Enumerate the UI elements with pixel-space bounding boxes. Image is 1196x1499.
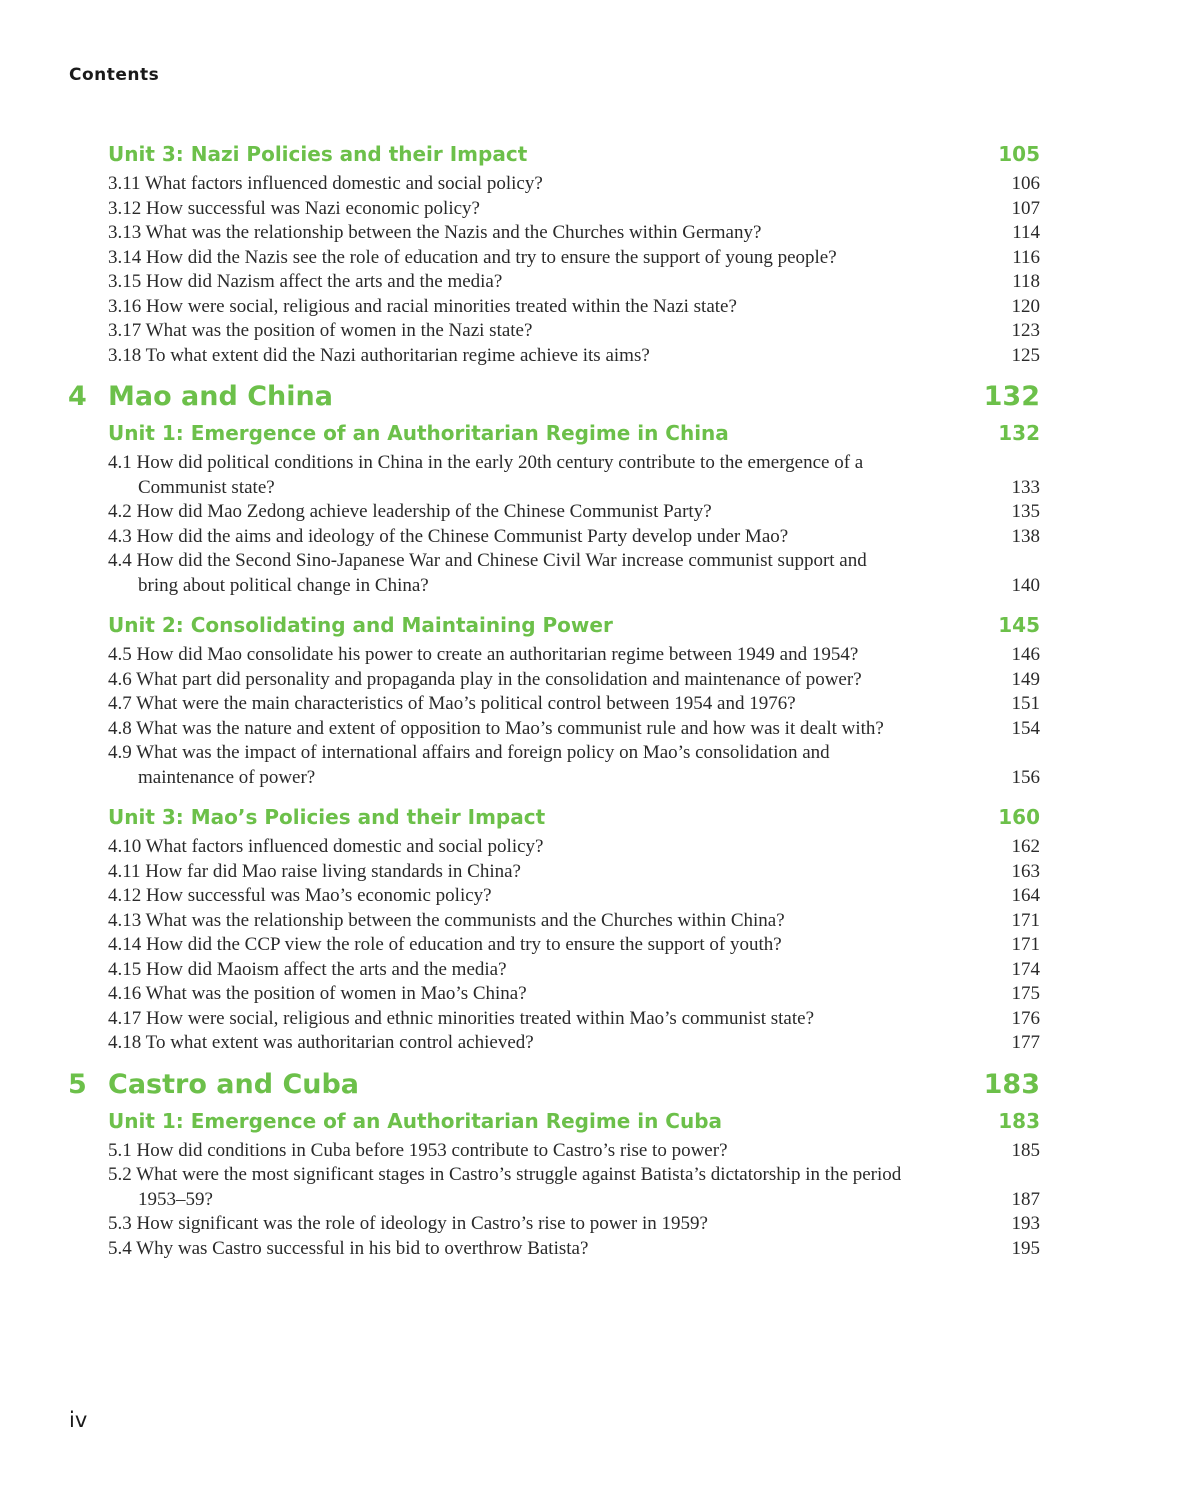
entry-line: How did Mao Zedong achieve leadership of the Chinese Communist Party? [136,501,712,522]
entry-page: 116 [1012,246,1040,268]
entry-line: What were the most significant stages in Castro’s struggle against Batista’s dictatorship in the period [136,1164,902,1185]
toc-entry [0,1163,1196,1212]
entry-text [108,1163,958,1188]
entry-page: 177 [1011,1032,1040,1053]
entry-line: How did conditions in Cuba before 1953 contribute to Castro’s rise to power? [136,1139,728,1161]
entry-line: How were social, religious and ethnic minorities treated within Mao’s communist state? [146,1007,815,1029]
entry-page: 171 [1011,934,1040,955]
entry-number: 3.18 [108,344,142,366]
entry-page: 140 [1011,574,1040,596]
unit-heading [0,1106,1196,1139]
entry-line: How did Maoism affect the arts and the media? [146,958,507,980]
entry-text-continued: 1953–59? [138,1188,213,1210]
entry-number: 4.4 [108,550,132,571]
entry-page: 163 [1011,860,1040,882]
entry-line: What was the impact of international affairs and foreign policy on Mao’s consolidation and [136,742,830,763]
entry-text [108,909,958,934]
entry-text [108,643,958,668]
unit-title: Unit 3: Nazi Policies and their Impact [108,142,528,166]
entry-text [108,692,958,717]
entry-number: 3.11 [108,173,141,194]
entry-number: 4.1 [108,452,132,473]
entry-text [108,884,958,909]
entry-text-continued: bring about political change in China? [138,574,429,596]
entry-text [108,717,958,742]
toc-entry [0,884,1196,909]
page-number: iv [69,1408,88,1432]
entry-number: 4.15 [108,958,142,980]
toc-entry [0,1031,1196,1056]
entry-text [108,982,958,1007]
entry-page: 114 [1012,222,1040,243]
toc-entry [0,692,1196,717]
entry-number: 3.13 [108,222,142,243]
entry-text [108,319,958,344]
entry-number: 4.13 [108,909,142,931]
entry-number: 4.18 [108,1032,142,1053]
entry-text [108,344,958,369]
chapter-number: 4 [68,381,87,412]
toc-entry [0,909,1196,934]
entry-line: How did the CCP view the role of education and try to ensure the support of youth? [146,934,782,955]
entry-number: 4.14 [108,934,142,955]
unit-title: Unit 1: Emergence of an Authoritarian Regime in China [108,421,729,445]
entry-page: 171 [1011,909,1040,931]
entry-page: 164 [1011,885,1040,906]
entry-page: 162 [1011,836,1040,857]
entry-number: 5.4 [108,1237,132,1259]
toc-entry [0,344,1196,369]
entry-text [108,860,958,885]
unit-heading [0,139,1196,172]
entry-number: 4.8 [108,717,132,739]
unit-title: Unit 1: Emergence of an Authoritarian Regime in Cuba [108,1108,723,1133]
entry-line: Why was Castro successful in his bid to overthrow Batista? [136,1237,589,1259]
entry-number: 4.17 [108,1007,142,1029]
chapter-page: 183 [983,1068,1040,1100]
chapter-heading [0,1066,1196,1106]
entry-text [108,270,958,295]
entry-text [108,933,958,958]
entry-text [108,958,958,983]
entry-page: 149 [1011,668,1040,690]
entry-text [108,451,958,476]
entry-line: What factors influenced domestic and social policy? [144,173,543,194]
unit-page: 160 [998,805,1040,829]
toc-entry [0,172,1196,197]
table-of-contents [0,139,1196,1261]
entry-text [108,221,958,246]
chapter-page: 132 [983,381,1040,412]
toc-entry [0,1237,1196,1262]
entry-text [108,1237,958,1262]
toc-entry [0,835,1196,860]
toc-entry [0,246,1196,271]
unit-title: Unit 3: Mao’s Policies and their Impact [108,805,546,829]
entry-number: 4.5 [108,644,132,665]
unit-heading [0,802,1196,835]
entry-line: What part did personality and propaganda play in the consolidation and maintenance of power? [136,668,862,690]
entry-number: 4.16 [108,983,142,1004]
toc-entry [0,221,1196,246]
entry-text [108,668,958,693]
entry-page: 106 [1011,173,1040,194]
entry-line: What were the main characteristics of Mao’s political control between 1954 and 1976? [136,693,796,714]
entry-page: 120 [1011,295,1040,317]
toc-entry [0,958,1196,983]
unit-page: 132 [998,421,1040,445]
entry-page: 125 [1011,344,1040,366]
entry-number: 3.14 [108,246,142,268]
toc-entry [0,197,1196,222]
entry-line: How did Mao consolidate his power to create an authoritarian regime between 1949 and 1954? [136,644,859,665]
toc-entry [0,643,1196,668]
entry-line: How successful was Nazi economic policy? [146,197,480,219]
entry-number: 3.16 [108,295,142,317]
toc-entry [0,933,1196,958]
toc-entry [0,1139,1196,1164]
entry-text-continued: maintenance of power? [138,766,316,788]
entry-number: 4.6 [108,668,132,690]
entry-number: 4.12 [108,885,142,906]
entry-line: How did the Second Sino-Japanese War and Chinese Civil War increase communist support and [136,550,867,571]
chapter-number: 5 [68,1068,87,1100]
entry-number: 4.3 [108,525,132,547]
entry-page: 185 [1011,1139,1040,1161]
toc-entry [0,1007,1196,1032]
entry-text [108,500,958,525]
entry-text [108,549,958,574]
entry-line: What was the position of women in the Nazi state? [145,320,533,341]
entry-number: 5.1 [108,1139,132,1161]
toc-entry [0,982,1196,1007]
entry-line: How did the Nazis see the role of education and try to ensure the support of young people? [146,246,837,268]
entry-line: What was the relationship between the Nazis and the Churches within Germany? [145,222,762,243]
entry-line: How did political conditions in China in the early 20th century contribute to the emergence of a [136,452,864,473]
entry-text [108,172,958,197]
entry-text [108,1139,958,1164]
entry-page: 107 [1011,197,1040,219]
entry-line: What was the nature and extent of opposition to Mao’s communist rule and how was it dealt with? [136,717,884,739]
toc-entry [0,741,1196,790]
entry-text [108,525,958,550]
entry-text [108,295,958,320]
entry-page: 123 [1011,320,1040,341]
toc-entry [0,500,1196,525]
entry-line: How significant was the role of ideology in Castro’s rise to power in 1959? [136,1213,708,1234]
entry-page: 195 [1011,1237,1040,1259]
entry-line: What was the position of women in Mao’s China? [145,983,527,1004]
entry-line: How did Nazism affect the arts and the media? [146,271,503,292]
entry-page: 146 [1011,644,1040,665]
entry-number: 4.2 [108,501,132,522]
entry-text [108,741,958,766]
entry-text [108,1212,958,1237]
toc-entry [0,525,1196,550]
entry-page: 151 [1011,693,1040,714]
entry-page: 156 [1011,766,1040,788]
entry-number: 4.9 [108,742,132,763]
toc-entry [0,549,1196,598]
entry-page: 135 [1011,501,1040,522]
toc-entry [0,295,1196,320]
entry-number: 3.15 [108,271,142,292]
entry-line: How did the aims and ideology of the Chinese Communist Party develop under Mao? [136,525,789,547]
entry-page: 154 [1011,717,1040,739]
entry-number: 3.17 [108,320,142,341]
entry-number: 3.12 [108,197,142,219]
unit-heading [0,418,1196,451]
entry-page: 175 [1011,983,1040,1004]
entry-line: How far did Mao raise living standards in China? [145,860,521,882]
unit-title: Unit 2: Consolidating and Maintaining Power [108,613,613,637]
toc-entry [0,319,1196,344]
entry-number: 4.10 [108,836,142,857]
entry-line: To what extent was authoritarian control achieved? [145,1032,534,1053]
toc-entry [0,668,1196,693]
entry-page: 187 [1011,1188,1040,1210]
entry-page: 174 [1011,958,1040,980]
entry-line: What was the relationship between the communists and the Churches within China? [145,909,785,931]
entry-number: 4.11 [108,860,141,882]
entry-text-continued: Communist state? [138,476,275,498]
entry-page: 193 [1011,1213,1040,1234]
unit-page: 145 [998,613,1040,637]
toc-entry [0,860,1196,885]
entry-text [108,835,958,860]
chapter-title: Mao and China [108,381,333,412]
entry-line: What factors influenced domestic and social policy? [145,836,544,857]
chapter-heading [0,378,1196,418]
entry-line: To what extent did the Nazi authoritarian regime achieve its aims? [145,344,650,366]
unit-page: 105 [998,142,1040,166]
unit-heading [0,610,1196,643]
entry-line: How successful was Mao’s economic policy? [146,885,492,906]
chapter-title: Castro and Cuba [108,1068,360,1100]
entry-number: 5.3 [108,1213,132,1234]
entry-text [108,1007,958,1032]
entry-page: 138 [1011,525,1040,547]
entry-text [108,197,958,222]
entry-number: 5.2 [108,1164,132,1185]
toc-entry [0,717,1196,742]
toc-entry [0,1212,1196,1237]
entry-page: 176 [1011,1007,1040,1029]
entry-number: 4.7 [108,693,132,714]
entry-page: 133 [1011,476,1040,498]
entry-line: How were social, religious and racial minorities treated within the Nazi state? [146,295,737,317]
running-header: Contents [69,65,160,85]
toc-entry [0,451,1196,500]
entry-page: 118 [1012,271,1040,292]
entry-text [108,1031,958,1056]
entry-text [108,246,958,271]
toc-entry [0,270,1196,295]
unit-page: 183 [998,1108,1040,1133]
